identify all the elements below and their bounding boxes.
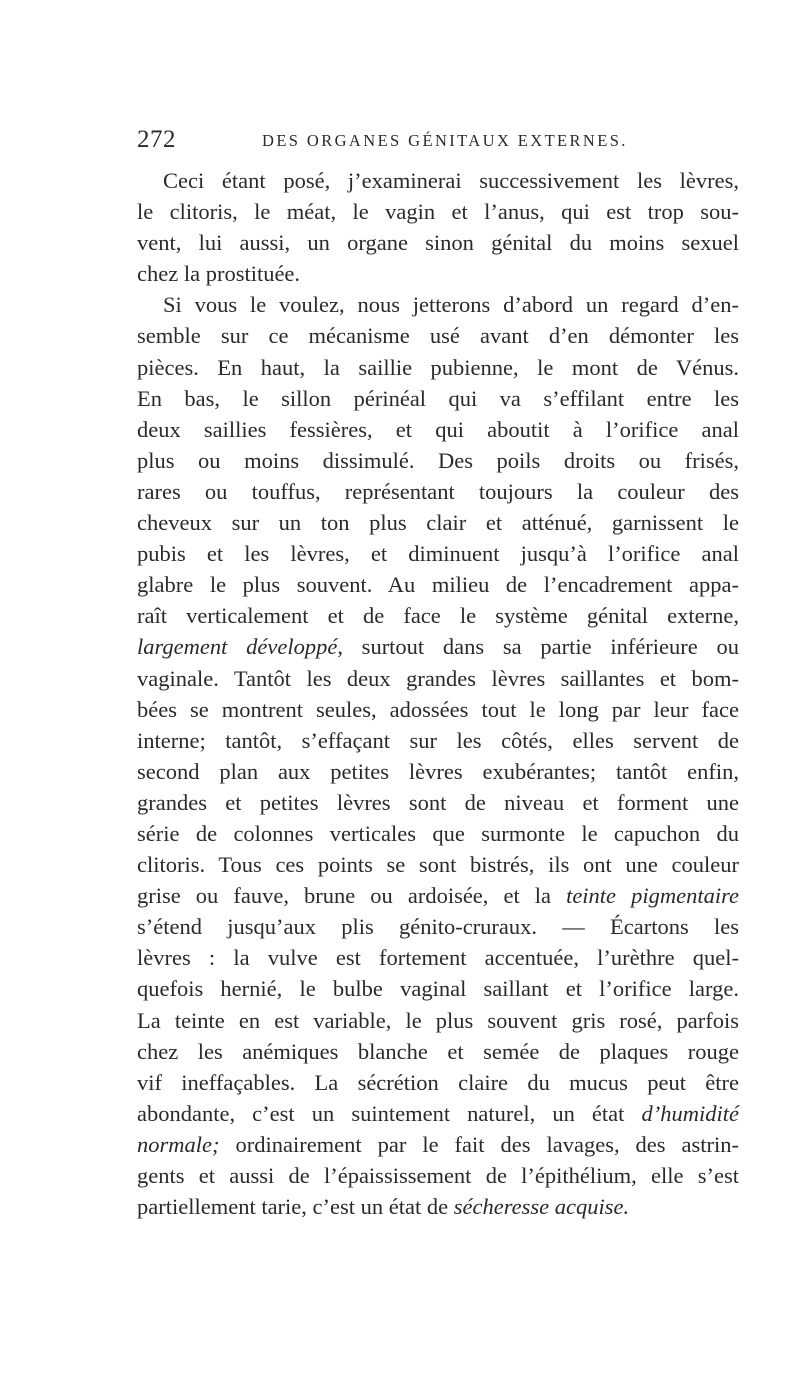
- text-line: [137, 383, 739, 414]
- text-segment: gents et aussi de l’épaississement de l’épithélium, elle s’est: [137, 1163, 739, 1188]
- text-line: [137, 942, 739, 973]
- text-line: [137, 538, 739, 569]
- text-line: [137, 973, 739, 1004]
- text-line: [137, 320, 739, 351]
- text-segment: chez la prostituée.: [137, 261, 301, 287]
- text-segment: clitoris. Tous ces points se sont bistrés, ils ont une couleur: [137, 852, 739, 878]
- body-text: [137, 165, 739, 1222]
- text-segment: s’étend jusqu’aux plis génito-cruraux. — Écartons les: [137, 914, 739, 940]
- text-line: [137, 600, 739, 631]
- italic-phrase: teinte pigmentaire: [566, 883, 739, 909]
- text-segment: vent, lui aussi, un organe sinon génital du moins sexuel: [137, 230, 739, 256]
- text-line: [137, 414, 739, 445]
- text-segment: cheveux sur un ton plus clair et atténué, garnissent le: [137, 510, 739, 536]
- text-segment: partiellement tarie, c’est un état de: [137, 1194, 454, 1220]
- text-line: [137, 1129, 739, 1160]
- text-line: [137, 1036, 739, 1067]
- text-line: [137, 445, 739, 476]
- text-segment: semble sur ce mécanisme usé avant d’en démonter les: [137, 323, 739, 349]
- text-line: [137, 911, 739, 942]
- italic-phrase: normale;: [137, 1131, 220, 1157]
- text-line: [137, 165, 739, 196]
- text-line: [137, 663, 739, 694]
- text-line: [137, 849, 739, 880]
- text-line: [137, 289, 739, 320]
- text-segment: second plan aux petites lèvres exubérantes; tantôt enfin,: [137, 758, 739, 784]
- text-segment: chez les anémiques blanche et semée de plaques rouge: [137, 1038, 739, 1064]
- text-segment: grandes et petites lèvres sont de niveau et forment une: [137, 789, 739, 815]
- page-number: 272: [137, 126, 176, 153]
- text-segment: raît verticalement et de face le système génital externe,: [137, 603, 739, 629]
- text-line: [137, 569, 739, 600]
- italic-phrase: sécheresse acquise.: [453, 1194, 630, 1220]
- text-line: [137, 1191, 739, 1222]
- text-line: [137, 476, 739, 507]
- text-segment: pièces. En haut, la saillie pubienne, le mont de Vénus.: [137, 354, 739, 380]
- text-segment: ordinairement par le fait des lavages, des astrin-: [219, 1131, 739, 1157]
- text-segment: , surtout dans sa partie inférieure ou: [337, 634, 739, 660]
- text-line: [137, 1067, 739, 1098]
- text-line: [137, 1160, 739, 1191]
- text-segment: pubis et les lèvres, et diminuent jusqu’à l’orifice anal: [137, 541, 739, 567]
- text-segment: plus ou moins dissimulé. Des poils droits ou frisés,: [137, 447, 739, 473]
- text-line: [137, 725, 739, 756]
- text-segment: quefois hernié, le bulbe vaginal saillant et l’orifice large.: [137, 976, 739, 1002]
- text-segment: bées se montrent seules, adossées tout le long par leur face: [137, 696, 739, 722]
- text-line: [137, 880, 739, 911]
- italic-phrase: largement développé: [137, 634, 338, 660]
- text-line: [137, 818, 739, 849]
- text-segment: Ceci étant posé, j’examinerai successivement les lèvres,: [163, 168, 739, 193]
- text-segment: le clitoris, le méat, le vagin et l’anus, qui est trop sou-: [137, 199, 739, 225]
- text-segment: vaginale. Tantôt les deux grandes lèvres saillantes et bom-: [137, 665, 739, 691]
- italic-phrase: d’humidité: [641, 1100, 739, 1126]
- text-line: [137, 196, 739, 227]
- text-line: [137, 1005, 739, 1036]
- running-title: DES ORGANES GÉNITAUX EXTERNES.: [262, 131, 628, 150]
- text-line: [137, 787, 739, 818]
- text-segment: grise ou fauve, brune ou ardoisée, et la: [137, 883, 567, 909]
- text-segment: rares ou touffus, représentant toujours la couleur des: [137, 478, 739, 504]
- text-line: [137, 227, 739, 258]
- text-segment: vif ineffaçables. La sécrétion claire du mucus peut être: [137, 1069, 739, 1095]
- text-line: [137, 352, 739, 383]
- text-segment: interne; tantôt, s’effaçant sur les côtés, elles servent de: [137, 727, 739, 753]
- text-line: [137, 694, 739, 725]
- text-segment: En bas, le sillon périnéal qui va s’effilant entre les: [137, 385, 739, 411]
- text-segment: abondante, c’est un suintement naturel, un état: [137, 1100, 642, 1126]
- text-segment: deux saillies fessières, et qui aboutit à l’orifice anal: [137, 416, 739, 442]
- text-line: [137, 507, 739, 538]
- text-segment: série de colonnes verticales que surmonte le capuchon du: [137, 820, 739, 846]
- text-segment: Si vous le voulez, nous jetterons d’abord un regard d’en-: [163, 292, 739, 318]
- text-segment: La teinte en est variable, le plus souvent gris rosé, parfois: [137, 1007, 739, 1033]
- text-line: [137, 258, 739, 289]
- text-line: [137, 631, 739, 662]
- text-segment: lèvres : la vulve est fortement accentuée, l’urèthre quel-: [137, 945, 739, 971]
- text-line: [137, 1098, 739, 1129]
- text-line: [137, 756, 739, 787]
- text-segment: glabre le plus souvent. Au milieu de l’encadrement appa-: [137, 572, 739, 598]
- page-header: [137, 126, 743, 156]
